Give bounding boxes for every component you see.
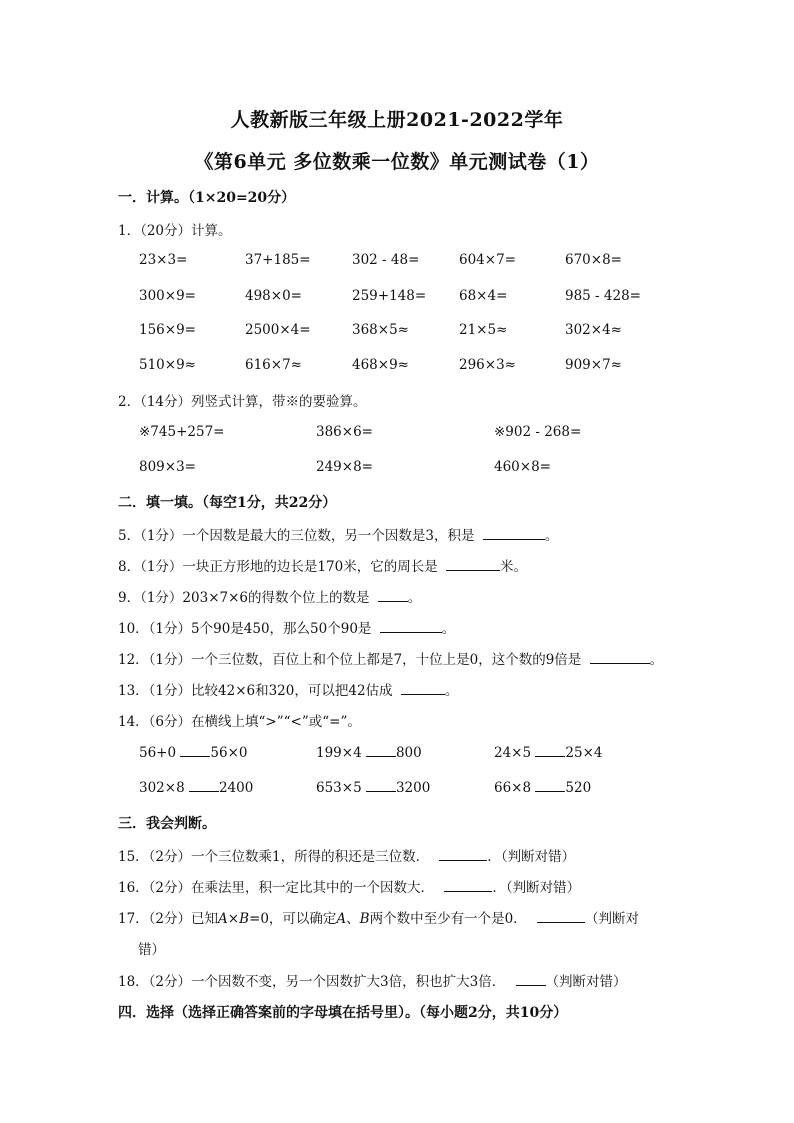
question-17-text: =0，可以确定 — [249, 911, 337, 927]
question-18 — [118, 970, 627, 990]
answer-blank[interactable] — [378, 589, 408, 602]
question-14-label: 14．（6分）在横线上填“>”“<”或“=”。 — [118, 714, 361, 730]
comparison-right: 25×4 — [565, 745, 603, 761]
question-15-text: 15．（2分）一个三位数乘1，所得的积还是三位数． — [118, 849, 430, 865]
question-5-tail: 。 — [544, 528, 559, 544]
calc-item: 259+148= — [352, 288, 427, 304]
answer-blank[interactable] — [401, 682, 445, 695]
calc-item: 37+185= — [245, 252, 311, 268]
question-9 — [118, 586, 421, 606]
comparison-left: 199×4 — [316, 745, 362, 761]
vertical-calc-item: 809×3= — [139, 459, 196, 475]
question-16 — [118, 876, 580, 896]
comparison-right: 3200 — [395, 780, 431, 796]
comparison-blank[interactable] — [366, 779, 396, 792]
comparison-blank[interactable] — [535, 744, 565, 757]
calc-item: 510×9≈ — [139, 357, 196, 373]
question-18-text: 18．（2分）一个因数不变，另一个因数扩大3倍，积也扩大3倍． — [118, 974, 506, 990]
question-2-label: 2．（14分）列竖式计算，带※的要验算。 — [118, 394, 367, 410]
question-5-text: 5．（1分）一个因数是最大的三位数，另一个因数是3，积是 — [118, 528, 475, 544]
comparison-left: 24×5 — [494, 745, 532, 761]
calc-item: 468×9≈ — [352, 357, 409, 373]
variable-a: A — [336, 911, 347, 927]
question-17-continuation: 错） — [138, 942, 165, 958]
calc-item: 156×9= — [139, 322, 196, 338]
question-17-text: 17．（2分）已知 — [118, 911, 219, 927]
calc-item: 296×3≈ — [459, 357, 516, 373]
calc-item: 909×7≈ — [565, 357, 622, 373]
calc-item: 670×8= — [565, 252, 622, 268]
calc-item: 498×0= — [245, 288, 302, 304]
comparison-left: 56+0 — [139, 745, 177, 761]
comparison-blank[interactable] — [189, 779, 219, 792]
answer-blank[interactable] — [439, 848, 487, 861]
comparison-blank[interactable] — [366, 744, 396, 757]
title-line-1: 人教新版三年级上册2021-2022学年 — [230, 109, 564, 131]
comparison-item — [494, 744, 602, 761]
calc-item: 21×5≈ — [459, 322, 508, 338]
answer-blank[interactable] — [537, 910, 585, 923]
calc-item: 300×9= — [139, 288, 196, 304]
question-17 — [118, 907, 639, 927]
variable-b: B — [239, 911, 250, 927]
comparison-left: 302×8 — [139, 780, 185, 796]
section-4-heading: 四．选择（选择正确答案前的字母填在括号里）。（每小题2分，共10分） — [118, 1005, 568, 1021]
times-sign: × — [227, 911, 240, 927]
variable-b: B — [359, 911, 370, 927]
comparison-left: 66×8 — [494, 780, 532, 796]
question-1-label: 1．（20分）计算。 — [118, 223, 232, 239]
vertical-calc-item: 249×8= — [316, 459, 373, 475]
question-17-text: 、 — [346, 911, 360, 927]
vertical-calc-item: ※902 - 268= — [494, 424, 582, 440]
question-16-text: 16．（2分）在乘法里，积一定比其中的一个因数大． — [118, 880, 435, 896]
question-9-text: 9．（1分）203×7×6的得数个位上的数是 — [118, 590, 370, 606]
comparison-right: 520 — [565, 780, 592, 796]
question-10-tail: 。 — [441, 621, 456, 637]
question-13-tail: 。 — [444, 683, 459, 699]
calc-item: 302×4≈ — [565, 322, 622, 338]
question-12-text: 12．（1分）一个三位数，百位上和个位上都是7，十位上是0，这个数的9倍是 — [118, 652, 582, 668]
question-17-text: 两个数中至少有一个是0． — [369, 911, 527, 927]
comparison-blank[interactable] — [535, 779, 565, 792]
calc-item: 2500×4= — [245, 322, 311, 338]
section-2-heading: 二．填一填。（每空1分，共22分） — [118, 495, 337, 511]
answer-blank[interactable] — [446, 558, 500, 571]
question-12 — [118, 648, 663, 668]
answer-blank[interactable] — [380, 620, 442, 633]
comparison-right: 56×0 — [210, 745, 248, 761]
question-13 — [118, 679, 458, 699]
calc-item: 302 - 48= — [352, 252, 420, 268]
question-5 — [118, 524, 558, 544]
comparison-right: 800 — [395, 745, 422, 761]
vertical-calc-item: ※745+257= — [139, 424, 225, 440]
section-3-heading: 三．我会判断。 — [118, 816, 216, 832]
question-13-text: 13．（1分）比较42×6和320，可以把42估成 — [118, 683, 393, 699]
comparison-item — [139, 779, 253, 796]
variable-a: A — [218, 911, 228, 927]
calc-item: 616×7≈ — [245, 357, 302, 373]
calc-item: 23×3= — [139, 252, 188, 268]
question-10 — [118, 617, 455, 637]
comparison-item — [316, 779, 430, 796]
answer-blank[interactable] — [444, 879, 492, 892]
question-9-tail: 。 — [407, 590, 422, 606]
calc-item: 368×5≈ — [352, 322, 409, 338]
comparison-item — [316, 744, 422, 761]
answer-blank[interactable] — [483, 527, 545, 540]
calc-item: 68×4= — [459, 288, 508, 304]
section-1-heading: 一．计算。（1×20=20分） — [118, 190, 296, 206]
question-10-text: 10．（1分）5个90是450，那么50个90是 — [118, 621, 372, 637]
vertical-calc-item: 460×8= — [494, 459, 551, 475]
question-8 — [118, 555, 527, 575]
question-15 — [118, 845, 575, 865]
comparison-right: 2400 — [218, 780, 254, 796]
question-8-text: 8．（1分）一块正方形地的边长是170米，它的周长是 — [118, 559, 438, 575]
question-15-tail: ．（判断对错） — [487, 849, 576, 865]
vertical-calc-item: 386×6= — [316, 424, 373, 440]
calc-item: 985 - 428= — [565, 288, 641, 304]
question-17-tail: （判断对 — [584, 911, 639, 927]
question-12-tail: 。 — [649, 652, 664, 668]
calc-item: 604×7= — [459, 252, 516, 268]
comparison-blank[interactable] — [180, 744, 210, 757]
comparison-item — [494, 779, 591, 796]
comparison-item — [139, 744, 247, 761]
answer-blank[interactable] — [590, 651, 650, 664]
question-8-tail: 米。 — [500, 559, 527, 575]
answer-blank[interactable] — [516, 973, 546, 986]
question-16-tail: ．（判断对错） — [492, 880, 581, 896]
question-18-tail: （判断对错） — [545, 974, 627, 990]
title-line-2: 《第6单元 多位数乘一位数》单元测试卷（1） — [194, 151, 600, 173]
comparison-left: 653×5 — [316, 780, 362, 796]
